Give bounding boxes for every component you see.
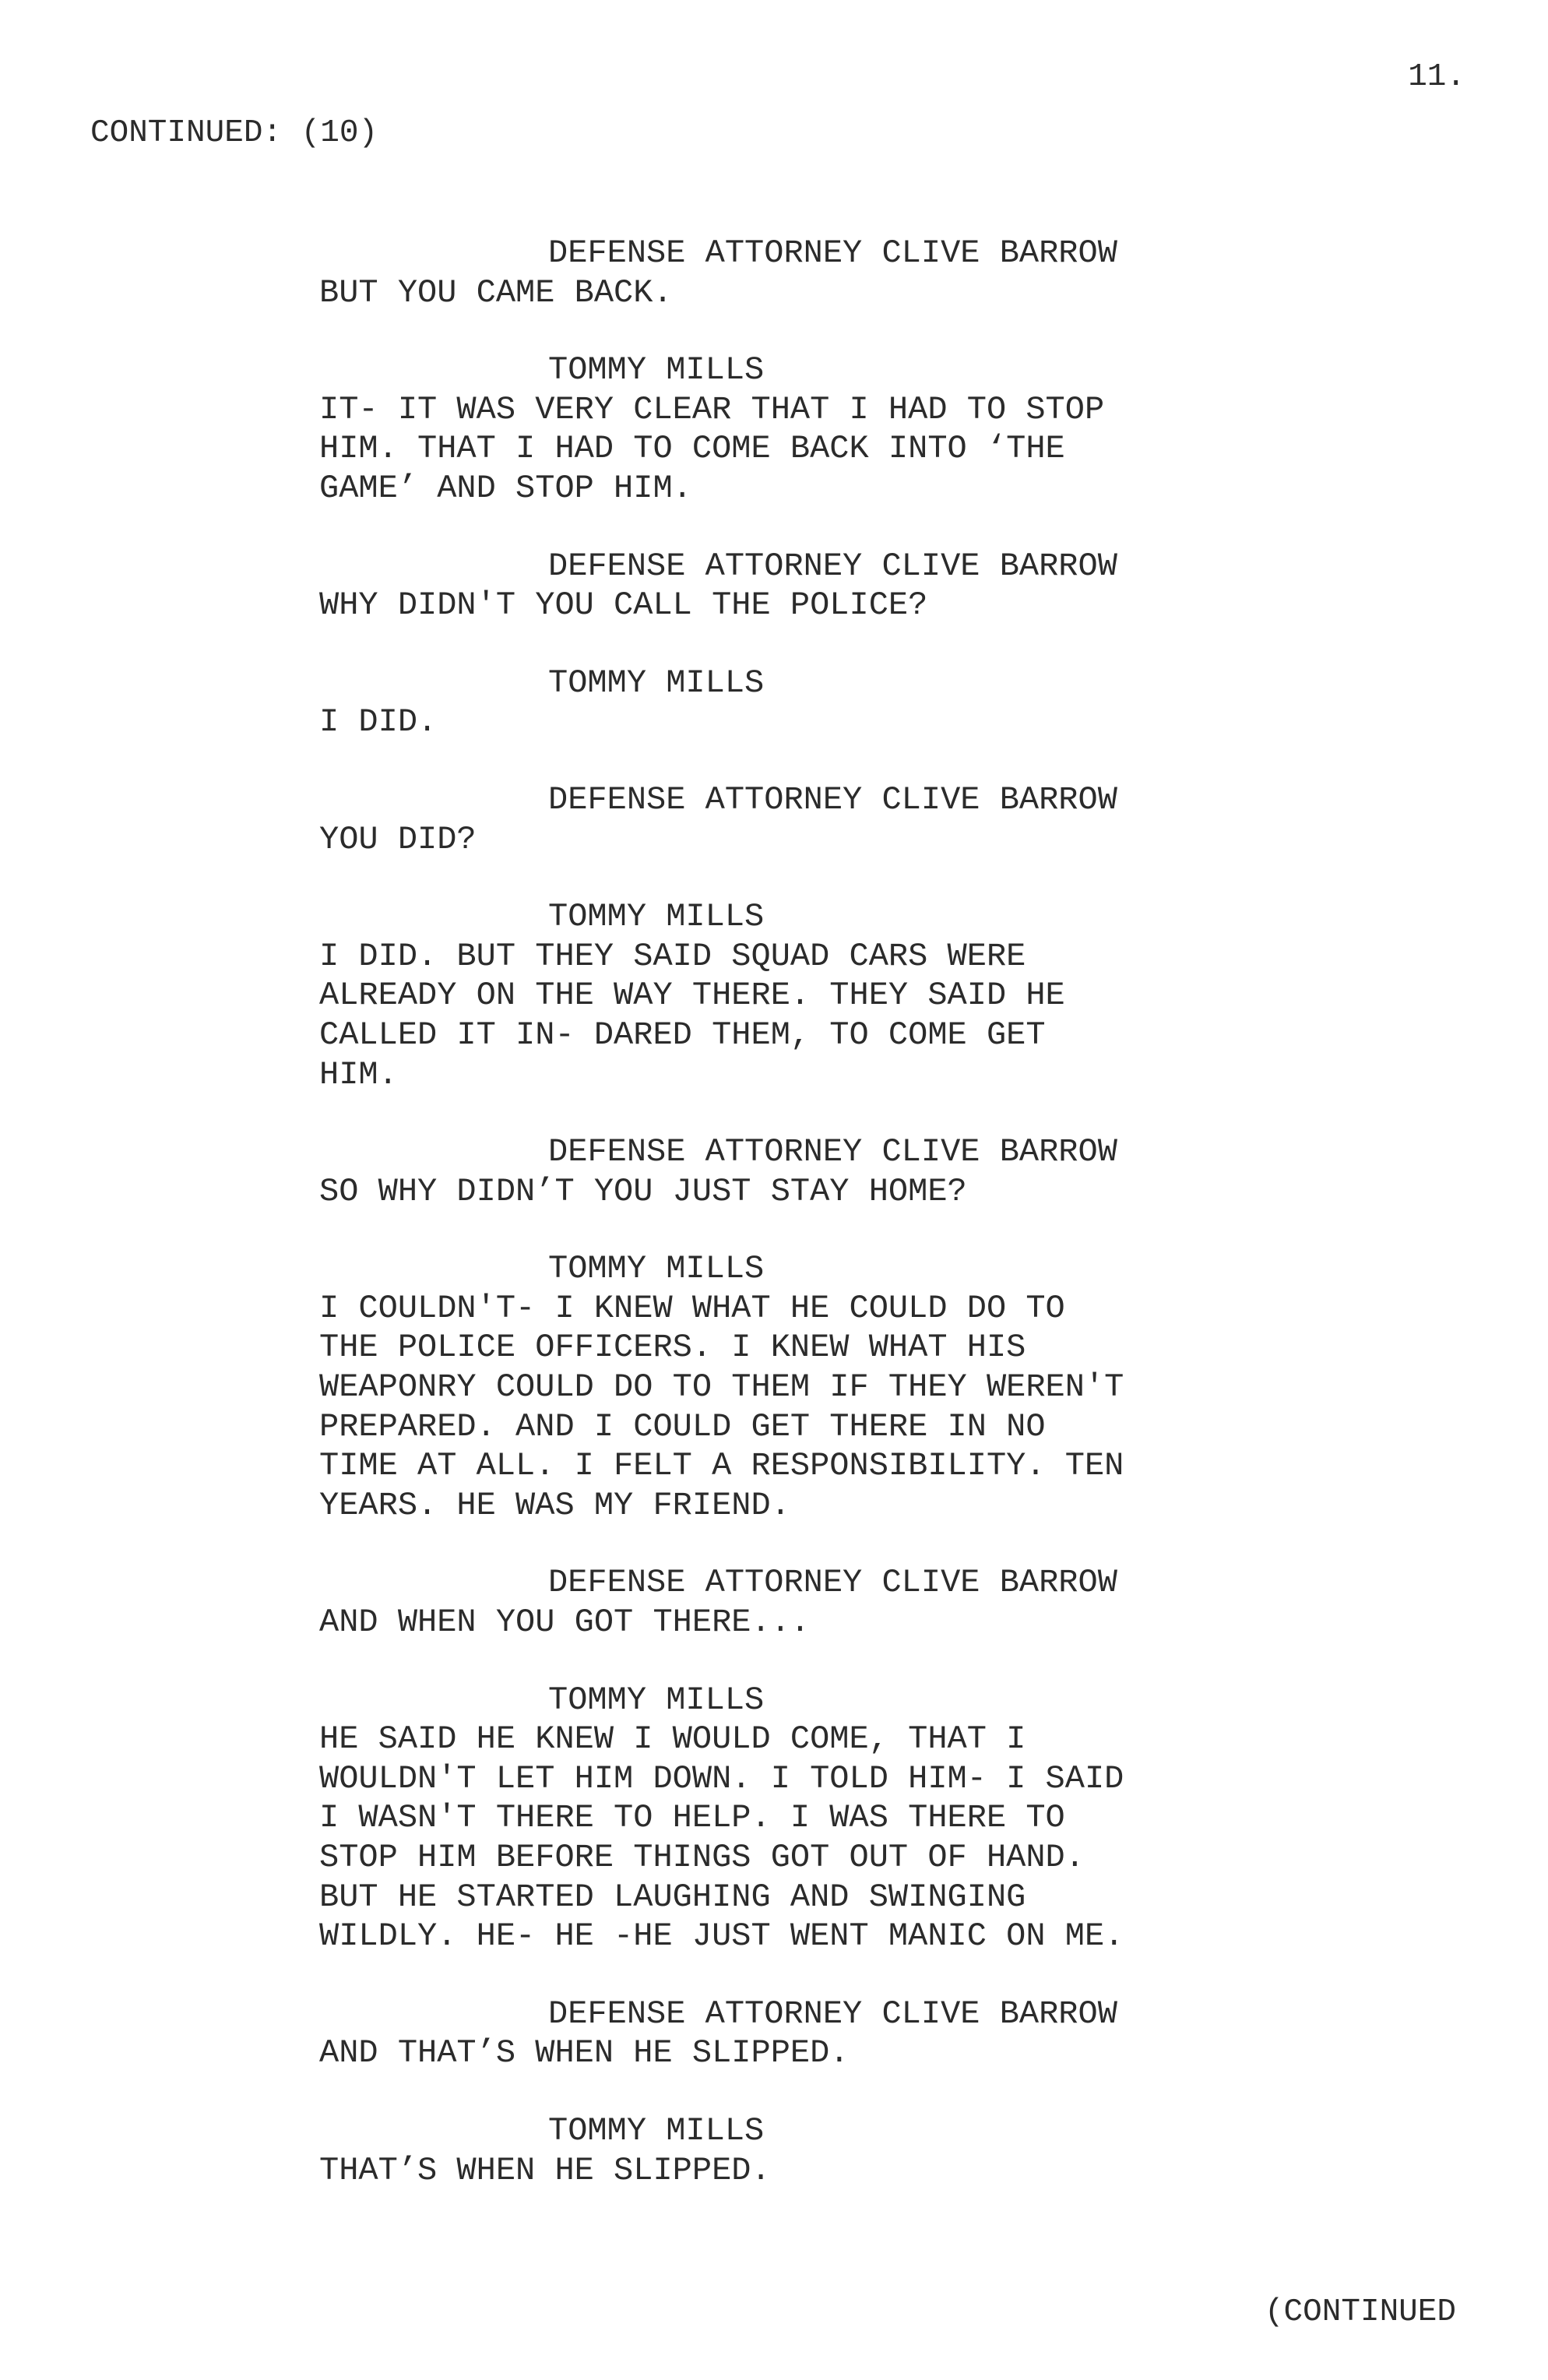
character-name: TOMMY MILLS — [548, 1250, 765, 1288]
dialogue-text: AND THAT’S WHEN HE SLIPPED. — [319, 2034, 850, 2072]
character-name: TOMMY MILLS — [548, 664, 765, 702]
dialogue-text: IT- IT WAS VERY CLEAR THAT I HAD TO STOP HIM. THAT I HAD TO COME BACK INTO ‘THE GAME’ AND STOP HIM. — [319, 390, 1105, 507]
dialogue-text: BUT YOU CAME BACK. — [319, 273, 673, 312]
dialogue-text: THAT’S WHEN HE SLIPPED. — [319, 2151, 771, 2189]
character-name: TOMMY MILLS — [548, 898, 765, 936]
dialogue-block — [319, 1249, 1316, 1525]
character-name: DEFENSE ATTORNEY CLIVE BARROW — [548, 1133, 1117, 1171]
dialogue-text: I COULDN'T- I KNEW WHAT HE COULD DO TO THE POLICE OFFICERS. I KNEW WHAT HIS WEAPONRY COULD DO TO THEM IF THEY WEREN'T PREPARED. AND I COULD GET THERE IN NO TIME AT ALL. I FELT A RESPONSIBILITY. TEN YEARS. HE WAS MY FRIEND. — [319, 1289, 1124, 1524]
character-name: DEFENSE ATTORNEY CLIVE BARROW — [548, 1994, 1117, 2033]
dialogue-text: HE SAID HE KNEW I WOULD COME, THAT I WOULDN'T LET HIM DOWN. I TOLD HIM- I SAID I WASN'T THERE TO HELP. I WAS THERE TO STOP HIM BEFORE THINGS GOT OUT OF HAND. BUT HE STARTED LAUGHING AND SWINGING WILDLY. HE- HE -HE JUST WENT MANIC ON ME. — [319, 1720, 1124, 1956]
dialogue-text: AND WHEN YOU GOT THERE... — [319, 1604, 811, 1642]
dialogue-text: I DID. — [319, 703, 438, 741]
character-name: TOMMY MILLS — [548, 1681, 765, 1719]
dialogue-text: YOU DID? — [319, 820, 477, 858]
dialogue-block — [319, 547, 1316, 625]
character-name: TOMMY MILLS — [548, 351, 765, 389]
dialogue-block — [319, 664, 1316, 742]
character-name: DEFENSE ATTORNEY CLIVE BARROW — [548, 547, 1117, 585]
script-body — [319, 234, 1316, 2228]
continued-header: CONTINUED: (10) — [90, 115, 378, 151]
dialogue-text: I DID. BUT THEY SAID SQUAD CARS WERE ALREADY ON THE WAY THERE. THEY SAID HE CALLED IT IN- DARED THEM, TO COME GET HIM. — [319, 937, 1065, 1093]
dialogue-block — [319, 1681, 1316, 1956]
dialogue-block — [319, 350, 1316, 508]
dialogue-block — [319, 234, 1316, 312]
dialogue-block — [319, 2111, 1316, 2190]
page-number: 11. — [1408, 59, 1465, 95]
dialogue-block — [319, 1132, 1316, 1211]
continued-footer: (CONTINUED — [1264, 2294, 1456, 2330]
dialogue-text: SO WHY DIDN’T YOU JUST STAY HOME? — [319, 1172, 967, 1210]
dialogue-block — [319, 1994, 1316, 2073]
character-name: DEFENSE ATTORNEY CLIVE BARROW — [548, 780, 1117, 819]
dialogue-block — [319, 780, 1316, 859]
character-name: DEFENSE ATTORNEY CLIVE BARROW — [548, 234, 1117, 272]
dialogue-block — [319, 897, 1316, 1094]
character-name: DEFENSE ATTORNEY CLIVE BARROW — [548, 1564, 1117, 1602]
dialogue-block — [319, 1563, 1316, 1642]
dialogue-text: WHY DIDN'T YOU CALL THE POLICE? — [319, 586, 928, 625]
character-name: TOMMY MILLS — [548, 2111, 765, 2149]
